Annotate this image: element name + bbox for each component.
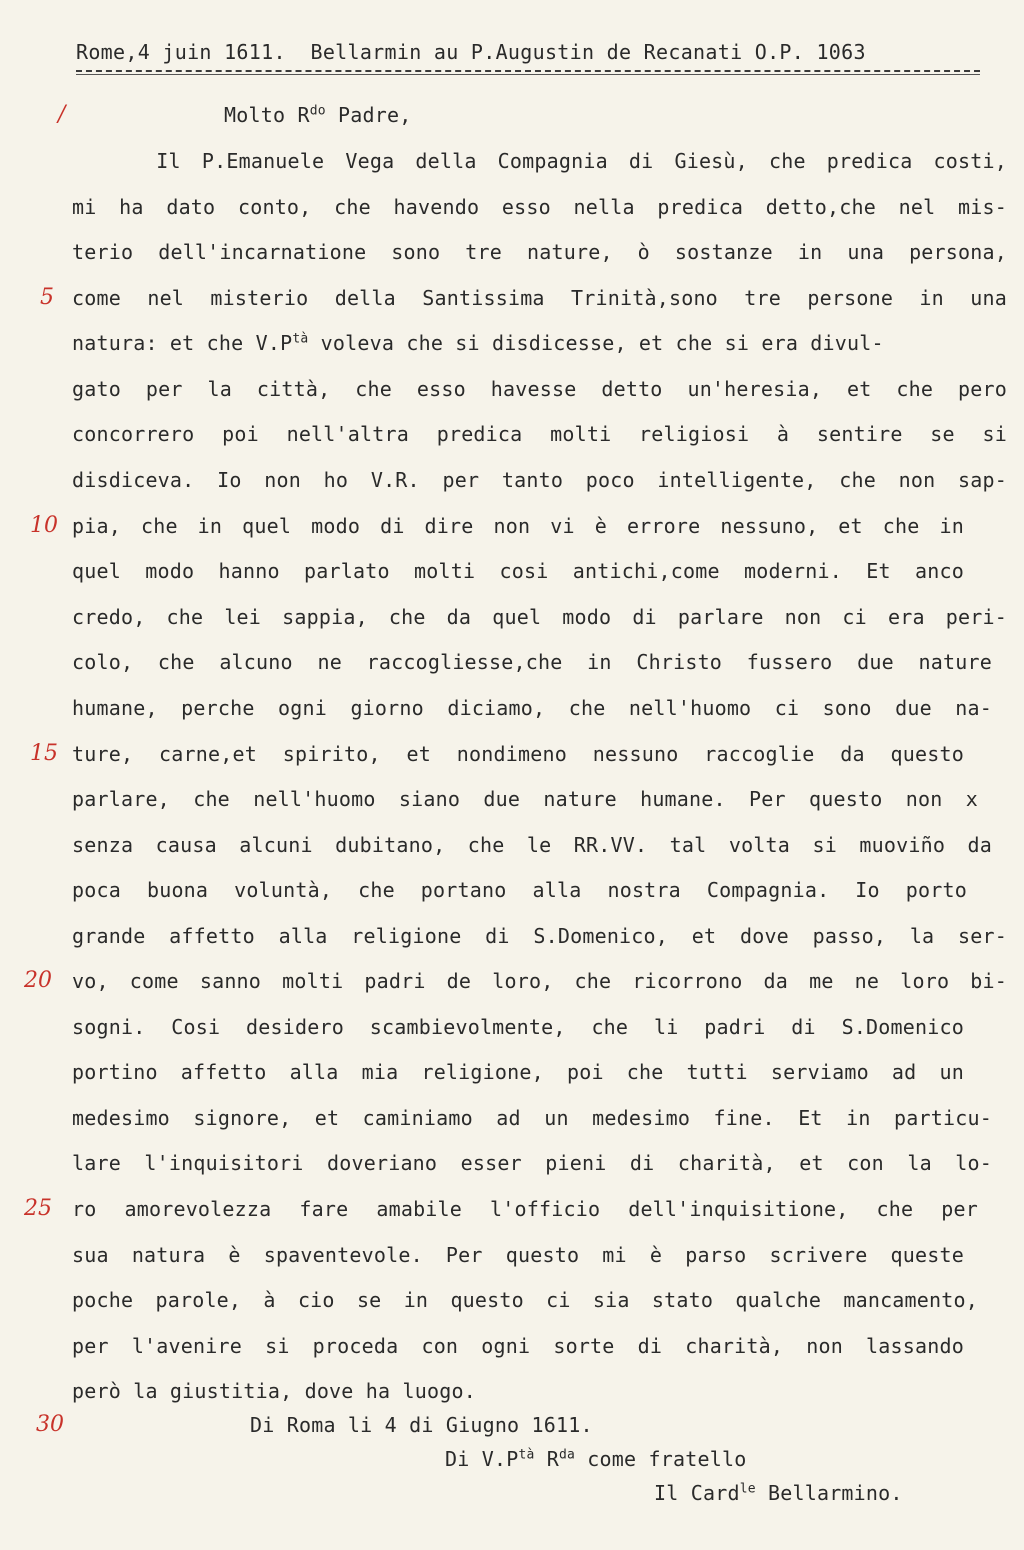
margin-number-1: / [58,102,66,127]
page-header: Rome,4 juin 1611. Bellarmin au P.Augustin de Recanati O.P. 1063 [76,40,866,64]
body-line: sogni. Cosi desidero scambievolmente, che li padri di S.Domenico [72,1015,964,1039]
header-underline [76,74,980,75]
margin-number-20: 20 [24,968,52,993]
body-line: ro amorevolezza fare amabile l'officio dell'inquisitione, che per [72,1197,978,1221]
body-line: per l'avenire si proceda con ogni sorte di charità, non lassando [72,1334,964,1358]
closing-courtesy: Di $V.P^{tà}$ $R^{da}$ come fratello [445,1447,747,1471]
body-line: gato per la città, che esso havesse detto un'heresia, et che pero [72,377,1007,401]
header-rule [76,70,980,72]
body-line: come nel misterio della Santissima Trinità,sono tre persone in una [72,286,1007,310]
body-line: credo, che lei sappia, che da quel modo di parlare non ci era peri- [72,605,1007,629]
body-line: ture, carne,et spirito, et nondimeno nessuno raccoglie da questo [72,742,964,766]
margin-number-25: 25 [24,1196,52,1221]
body-line: pia, che in quel modo di dire non vi è errore nessuno, et che in [72,514,964,538]
body-line: medesimo signore, et caminiamo ad un medesimo fine. Et in particu- [72,1106,992,1130]
body-line: però la giustitia, dove ha luogo. [72,1379,476,1403]
closing-date: Di Roma li 4 di Giugno 1611. [250,1413,593,1437]
body-line: mi ha dato conto, che havendo esso nella predica detto,che nel mis- [72,195,1007,219]
body-line: senza causa alcuni dubitano, che le RR.VV. tal volta si muoviño da [72,833,992,857]
margin-number-5: 5 [40,285,54,310]
salutation: Molto $R^{do}$ Padre, [224,103,412,127]
body-line: parlare, che nell'huomo siano due nature humane. Per questo non x [72,787,978,811]
margin-number-15: 15 [30,741,58,766]
body-line: portino affetto alla mia religione, poi che tutti serviamo ad un [72,1060,964,1084]
signature: Il Card$^{le}$ Bellarmino. [654,1481,903,1505]
body-line: humane, perche ogni giorno diciamo, che nell'huomo ci sono due na- [72,696,992,720]
body-line: poche parole, à cio se in questo ci sia stato qualche mancamento, [72,1288,978,1312]
body-line: sua natura è spaventevole. Per questo mi è parso scrivere queste [72,1243,964,1267]
body-line: poca buona voluntà, che portano alla nostra Compagnia. Io porto [72,878,967,902]
body-line: lare l'inquisitori doveriano esser pieni di charità, et con la lo- [72,1151,992,1175]
body-line: quel modo hanno parlato molti cosi antichi,come moderni. Et anco [72,559,964,583]
margin-number-30: 30 [36,1412,64,1437]
body-line: terio dell'incarnatione sono tre nature, ò sostanze in una persona, [72,240,1007,264]
margin-number-10: 10 [30,513,58,538]
body-line: Il P.Emanuele Vega della Compagnia di Giesù, che predica costi, [72,149,1007,173]
body-line: disdiceva. Io non ho V.R. per tanto poco intelligente, che non sap- [72,468,1007,492]
body-line: colo, che alcuno ne raccogliesse,che in Christo fussero due nature [72,650,992,674]
body-line: vo, come sanno molti padri de loro, che ricorrono da me ne loro bi- [72,969,1007,993]
body-line: natura: et che $V.P^{tà}$ voleva che si disdicesse, et che si era divul- [72,331,884,355]
body-line: grande affetto alla religione di S.Domenico, et dove passo, la ser- [72,924,1007,948]
body-line: concorrero poi nell'altra predica molti religiosi à sentire se si [72,422,1007,446]
